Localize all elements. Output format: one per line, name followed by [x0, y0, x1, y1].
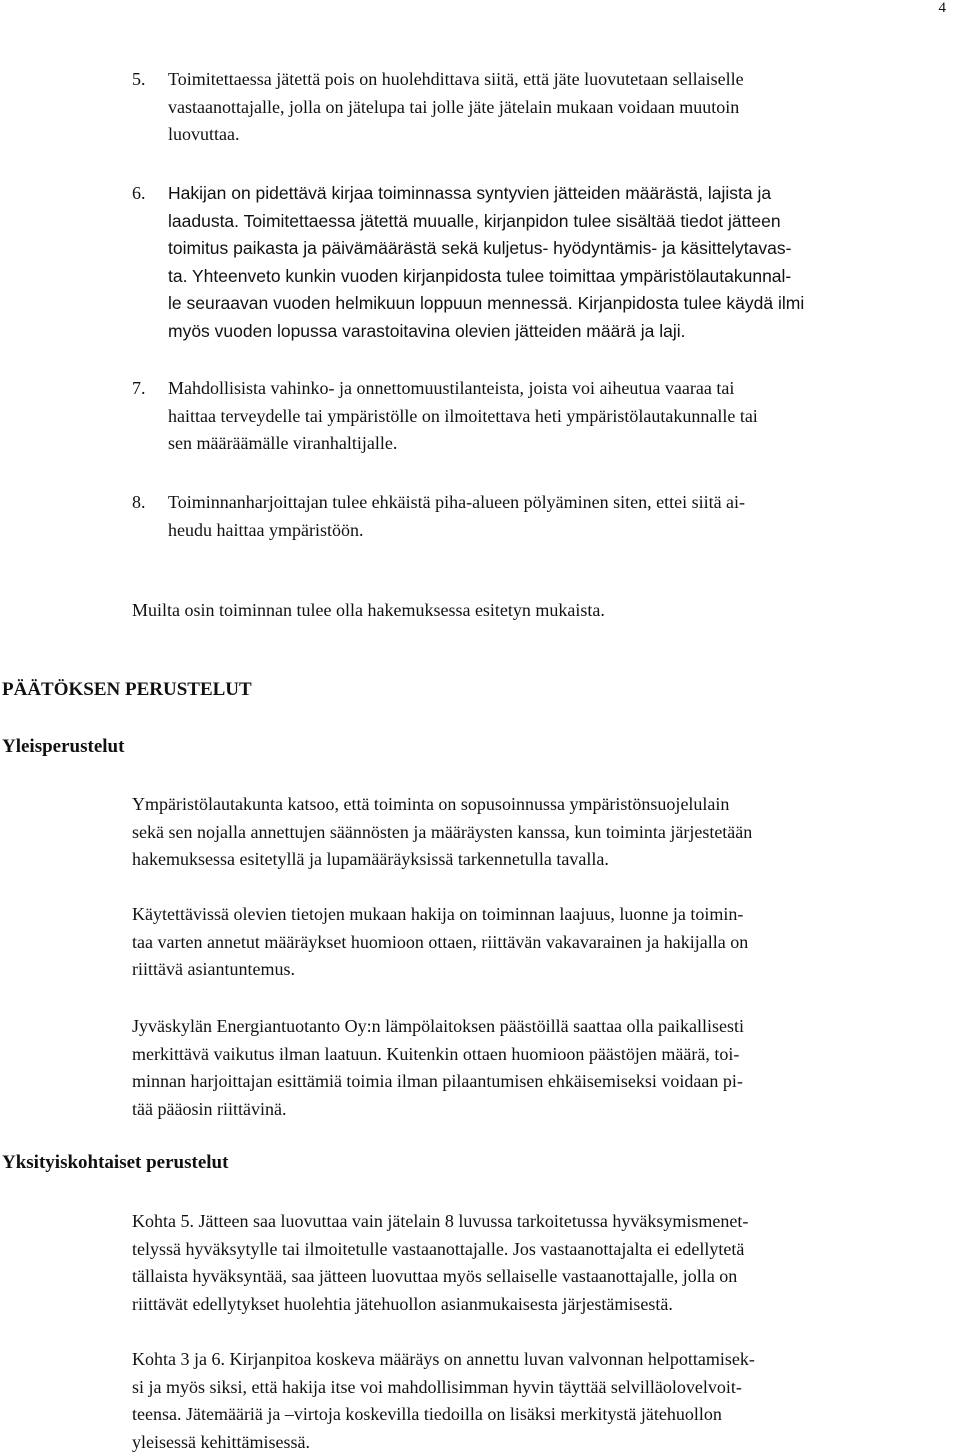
item-line: haittaa terveydelle tai ympäristölle on ilmoitettava heti ympäristölautakunnalle tai [132, 403, 954, 431]
closing-statement: Muilta osin toiminnan tulee olla hakemuksessa esitetyn mukaista. [132, 597, 954, 625]
item-line: luovuttaa. [132, 121, 954, 149]
item-line: laadusta. Toimitettaessa jätettä muualle, kirjanpidon tulee sisältää tiedot jätteen [132, 208, 954, 236]
paragraph-line: sekä sen nojalla annettujen säännösten ja määräysten kanssa, kun toiminta järjestetään [132, 819, 954, 847]
general-paragraph-3 [132, 1013, 954, 1123]
section-title: PÄÄTÖKSEN PERUSTELUT [2, 679, 252, 701]
paragraph-line: tällaista hyväksyntää, saa jätteen luovuttaa myös sellaiselle vastaanottajalle, jolla on [132, 1263, 954, 1291]
item-number: 5. [132, 66, 168, 94]
item-line: sen määräämälle viranhaltijalle. [132, 430, 954, 458]
paragraph-line: Kohta 5. Jätteen saa luovuttaa vain jätelain 8 luvussa tarkoitetussa hyväksymismenet- [132, 1208, 954, 1236]
item-line: Toiminnanharjoittajan tulee ehkäistä piha-alueen pölyäminen siten, ettei siitä ai- [168, 492, 745, 512]
list-item [132, 489, 954, 544]
item-line: Mahdollisista vahinko- ja onnettomuustilanteista, joista voi aiheutua vaaraa tai [168, 378, 734, 398]
general-paragraph-2 [132, 901, 954, 984]
paragraph-line: merkittävä vaikutus ilman laatuun. Kuitenkin ottaen huomioon päästöjen määrä, toi- [132, 1041, 954, 1069]
item-line: toimitus paikasta ja päivämäärästä sekä kuljetus- hyödyntämis- ja käsittelytavas- [132, 235, 954, 263]
item-number: 7. [132, 375, 168, 403]
paragraph-line: yleisessä kehittämisessä. [132, 1429, 954, 1456]
item-line: myös vuoden lopussa varastoitavina olevien jätteiden määrä ja laji. [132, 318, 954, 346]
paragraph-line: teensa. Jätemääriä ja –virtoja koskevilla tiedoilla on lisäksi merkitystä jätehuollon [132, 1401, 954, 1429]
specific-paragraph-1 [132, 1208, 954, 1318]
list-item [132, 66, 954, 149]
specific-reasons-heading: Yksityiskohtaiset perustelut [2, 1152, 228, 1174]
list-item [132, 375, 954, 458]
paragraph-line: tää pääosin riittävinä. [132, 1096, 954, 1124]
paragraph-line: minnan harjoittajan esittämiä toimia ilman pilaantumisen ehkäisemiseksi voidaan pi- [132, 1068, 954, 1096]
item-number: 6. [132, 180, 168, 208]
item-line: vastaanottajalle, jolla on jätelupa tai jolle jäte jätelain mukaan voidaan muutoin [132, 94, 954, 122]
paragraph-line: si ja myös siksi, että hakija itse voi mahdollisimman hyvin täyttää selvilläolovelvoit- [132, 1374, 954, 1402]
paragraph-line: Käytettävissä olevien tietojen mukaan hakija on toiminnan laajuus, luonne ja toimin- [132, 901, 954, 929]
paragraph-line: Ympäristölautakunta katsoo, että toiminta on sopusoinnussa ympäristönsuojelulain [132, 791, 954, 819]
item-line: Hakijan on pidettävä kirjaa toiminnassa syntyvien jätteiden määrästä, lajista ja [168, 183, 771, 203]
specific-paragraph-2 [132, 1346, 954, 1456]
item-line: ta. Yhteenveto kunkin vuoden kirjanpidosta tulee toimittaa ympäristölautakunnal- [132, 263, 954, 291]
general-paragraph-1 [132, 791, 954, 874]
item-line: Toimitettaessa jätettä pois on huolehdittava siitä, että jäte luovutetaan sellaiselle [168, 69, 744, 89]
general-reasons-heading: Yleisperustelut [2, 736, 124, 758]
paragraph-line: Kohta 3 ja 6. Kirjanpitoa koskeva määräys on annettu luvan valvonnan helpottamisek- [132, 1346, 954, 1374]
page-number: 4 [939, 0, 947, 17]
paragraph-line: taa varten annetut määräykset huomioon ottaen, riittävän vakavarainen ja hakijalla on [132, 929, 954, 957]
item-line: heudu haittaa ympäristöön. [132, 517, 954, 545]
paragraph-line: telyssä hyväksytylle tai ilmoitetulle vastaanottajalle. Jos vastaanottajalta ei edellytetä [132, 1236, 954, 1264]
item-line: le seuraavan vuoden helmikuun loppuun mennessä. Kirjanpidosta tulee käydä ilmi [132, 290, 954, 318]
list-item [132, 180, 954, 345]
paragraph-line: riittävät edellytykset huolehtia jätehuollon asianmukaisesta järjestämisestä. [132, 1291, 954, 1319]
paragraph-line: Jyväskylän Energiantuotanto Oy:n lämpölaitoksen päästöillä saattaa olla paikallisesti [132, 1013, 954, 1041]
paragraph-line: riittävä asiantuntemus. [132, 956, 954, 984]
paragraph-line: hakemuksessa esitetyllä ja lupamääräyksissä tarkennetulla tavalla. [132, 846, 954, 874]
item-number: 8. [132, 489, 168, 517]
